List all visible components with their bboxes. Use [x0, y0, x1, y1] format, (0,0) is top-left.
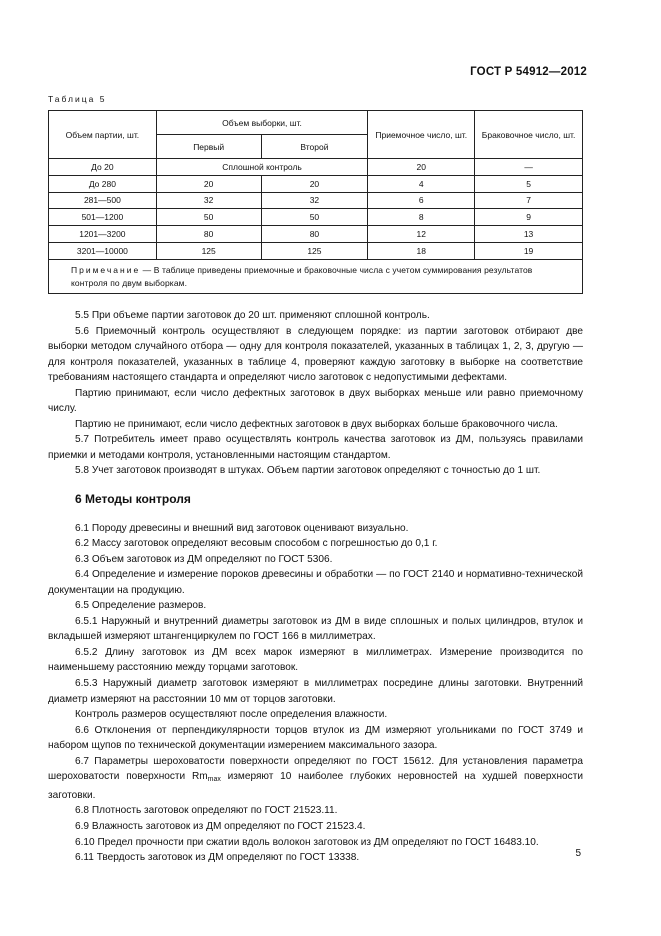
col-header-sample: Объем выборки, шт.	[156, 111, 368, 135]
cell-second: 50	[261, 209, 368, 226]
table-note	[49, 259, 583, 293]
cell-first: 20	[156, 175, 261, 192]
col-header-first: Первый	[156, 135, 261, 159]
paragraph: Партию не принимают, если число дефектных заготовок в двух выборках больше браковочного числа.	[75, 418, 558, 430]
paragraph: 6.6 Отклонения от перпендикулярности торцов втулок из ДМ измеряют угольниками по ГОСТ 3749 и набором щупов по технической документации измерением максимального зазора.	[48, 724, 583, 752]
cell-solid-control: Сплошной контроль	[156, 159, 368, 176]
paragraph: 6.5.1 Наружный и внутренний диаметры заготовок из ДМ в виде сплошных и полых цилиндров, втулок и вкладышей измеряют штангенциркулем по ГОСТ 166 в миллиметрах.	[48, 615, 583, 643]
paragraph: 5.8 Учет заготовок производят в штуках. Объем партии заготовок определяют с точностью до 1 шт.	[75, 465, 541, 477]
col-header-reject: Браковочное число, шт.	[475, 111, 583, 159]
document-id: ГОСТ Р 54912—2012	[470, 66, 587, 78]
note-label: Примечание	[71, 264, 141, 275]
cell-reject: 13	[475, 226, 583, 243]
cell-first: 50	[156, 209, 261, 226]
col-header-accept: Приемочное число, шт.	[368, 111, 475, 159]
table-row	[49, 242, 583, 259]
table-row	[49, 192, 583, 209]
cell-reject: 7	[475, 192, 583, 209]
paragraph: 6.8 Плотность заготовок определяют по ГОСТ 21523.11.	[75, 805, 338, 817]
cell-first: 32	[156, 192, 261, 209]
paragraph: 6.3 Объем заготовок из ДМ определяют по ГОСТ 5306.	[75, 553, 333, 565]
p67-text-end: измеряют 10 наиболее глубоких неровностей на худшей поверхности заготовки.	[48, 771, 583, 801]
cell-reject: —	[475, 159, 583, 176]
table-caption: Таблица 5	[48, 94, 107, 104]
section-title: 6 Методы контроля	[75, 492, 191, 507]
cell-reject: 9	[475, 209, 583, 226]
paragraph-6-7	[48, 754, 583, 804]
col-header-party: Объем партии, шт.	[49, 111, 157, 159]
cell-second: 80	[261, 226, 368, 243]
page-number: 5	[575, 848, 581, 859]
table-row	[49, 209, 583, 226]
paragraph: Партию принимают, если число дефектных заготовок в двух выборках меньше или равно приемочному числу.	[48, 387, 583, 415]
cell-reject: 19	[475, 242, 583, 259]
cell-party: 3201—10000	[49, 242, 157, 259]
table-row	[49, 159, 583, 176]
p67-subscript: max	[207, 776, 221, 784]
paragraph: 6.5.2 Длину заготовок из ДМ всех марок измеряют в миллиметрах. Измерение производится по наименьшему расстоянию между торцами заготовок.	[48, 646, 583, 674]
paragraph: 6.10 Предел прочности при сжатии вдоль волокон заготовок из ДМ определяют по ГОСТ 16483.10.	[75, 836, 539, 848]
cell-party: 501—1200	[49, 209, 157, 226]
paragraph: 6.11 Твердость заготовок из ДМ определяют по ГОСТ 13338.	[75, 852, 360, 864]
cell-party: 281—500	[49, 192, 157, 209]
paragraph: 6.5 Определение размеров.	[75, 600, 207, 612]
cell-second: 32	[261, 192, 368, 209]
cell-reject: 5	[475, 175, 583, 192]
paragraph: 5.5 При объеме партии заготовок до 20 шт. применяют сплошной контроль.	[75, 310, 430, 321]
cell-accept: 12	[368, 226, 475, 243]
paragraph: 6.1 Породу древесины и внешний вид заготовок оценивают визуально.	[75, 522, 409, 534]
paragraph: 5.6 Приемочный контроль осуществляют в следующем порядке: из партии заготовок отбирают две выборки методом случайного отбора — одну для контроля показателей, указанных в таблицах 1, 2, 3, другую — для контроля показателей, указанных в таблице 4, проверяют каждую заготовку в выборке на соответствие требованиям настоящего стандарта и определяют число заготовок с недопустимыми дефектами.	[48, 325, 583, 384]
paragraph: 5.7 Потребитель имеет право осуществлять контроль качества заготовок из ДМ, пользуясь правилами приемки и методами контроля, установленными настоящим стандартом.	[48, 434, 583, 461]
cell-accept: 6	[368, 192, 475, 209]
table-row	[49, 175, 583, 192]
cell-accept: 20	[368, 159, 475, 176]
table-row	[49, 226, 583, 243]
cell-party: До 20	[49, 159, 157, 176]
cell-first: 125	[156, 242, 261, 259]
paragraph: 6.2 Массу заготовок определяют весовым способом с погрешностью до 0,1 г.	[75, 538, 438, 550]
body-text	[48, 308, 583, 866]
col-header-second: Второй	[261, 135, 368, 159]
note-text: — В таблице приведены приемочные и браковочные числа с учетом суммирования результатов контроля по двум выборкам.	[71, 264, 533, 288]
cell-second: 20	[261, 175, 368, 192]
paragraph: Контроль размеров осуществляют после определения влажности.	[75, 709, 388, 721]
cell-party: 1201—3200	[49, 226, 157, 243]
cell-accept: 4	[368, 175, 475, 192]
paragraph: 6.4 Определение и измерение пороков древесины и обработки — по ГОСТ 2140 и нормативно-технической документации на продукцию.	[48, 569, 583, 596]
p67-text: 6.7 Параметры шероховатости поверхности определяют по ГОСТ 15612. Для установления параметра шероховатости поверхности Rm	[48, 755, 583, 783]
table-5	[48, 110, 583, 294]
cell-accept: 8	[368, 209, 475, 226]
cell-accept: 18	[368, 242, 475, 259]
cell-party: До 280	[49, 175, 157, 192]
paragraph: 6.9 Влажность заготовок из ДМ определяют по ГОСТ 21523.4.	[75, 820, 366, 832]
paragraph: 6.5.3 Наружный диаметр заготовок измеряют в миллиметрах посредине длины заготовки. Внутренний диаметр измеряют на расстоянии 10 мм от торцов заготовки.	[48, 678, 583, 705]
cell-second: 125	[261, 242, 368, 259]
cell-first: 80	[156, 226, 261, 243]
